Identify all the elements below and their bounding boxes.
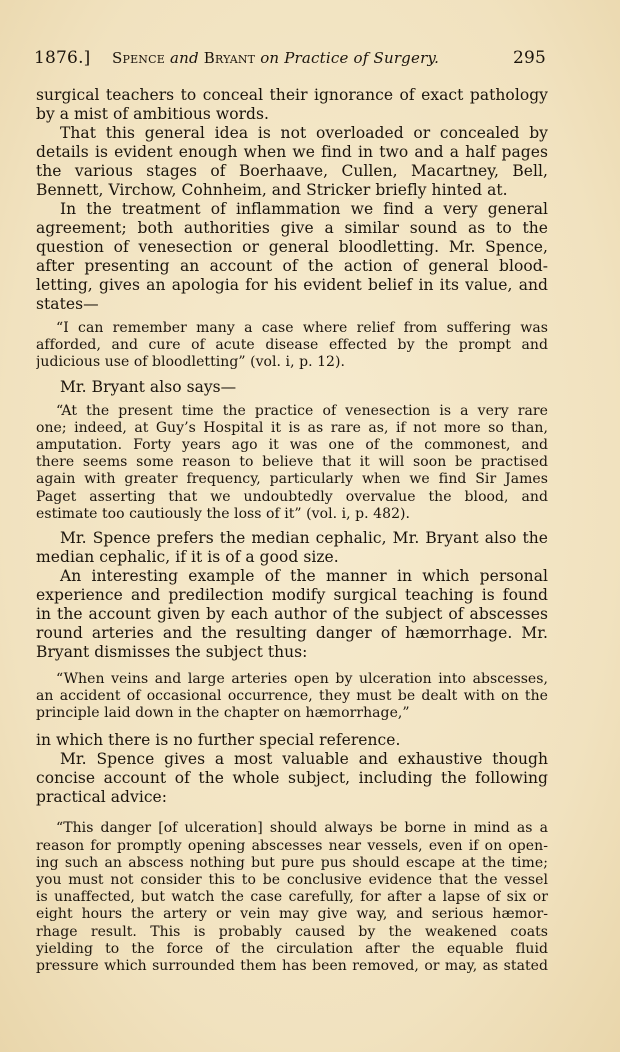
quote-line: “This danger [of ulceration] should always be borne in mind as a [56, 820, 548, 837]
quote-line: you must not consider this to be conclusive evidence that the vessel [36, 872, 548, 888]
text-line: Mr. Spence gives a most valuable and exhaustive though [60, 750, 548, 769]
text-line: Mr. Spence prefers the median cephalic, Mr. Bryant also the [60, 528, 548, 547]
quote-line: judicious use of bloodletting” (vol. i, p. 12). [36, 354, 346, 371]
text-line: Mr. Bryant also says— [60, 377, 237, 396]
text-line: the various stages of Boerhaave, Cullen, Macartney, Bell, [36, 162, 548, 180]
running-title [112, 46, 439, 70]
quote-line: Paget asserting that we undoubtedly overvalue the blood, and [36, 488, 548, 505]
text-line: median cephalic, if it is of a good size. [36, 547, 339, 566]
running-title-on: on [260, 49, 280, 67]
text-line: That this general idea is not overloaded or concealed by [60, 124, 548, 142]
quote-line: principle laid down in the chapter on hæmorrhage,” [36, 705, 410, 722]
text-line: Bryant dismisses the subject thus: [36, 642, 308, 661]
paragraph [36, 200, 548, 314]
quote-line: reason for promptly opening abscesses near vessels, even if on open- [36, 837, 548, 854]
block-quote [36, 820, 548, 975]
text-line: details is evident enough when we find in two and a half pages [36, 143, 548, 161]
text-line: agreement; both authorities give a similar sound as to the [36, 219, 548, 237]
paragraph [36, 86, 548, 124]
text-line: In the treatment of inflammation we find a very general [60, 200, 548, 218]
text-line: question of venesection or general bloodletting. Mr. Spence, [36, 238, 548, 256]
quote-line: “I can remember many a case where relief from suffering was [56, 320, 548, 336]
quote-line: is unaffected, but watch the case carefully, for after a lapse of six or [36, 889, 548, 906]
quote-line: one; indeed, at Guy’s Hospital it is as rare as, if not more so than, [36, 419, 548, 436]
quote-line: there seems some reason to believe that it will soon be practised [36, 454, 548, 471]
text-line: after presenting an account of the action of general blood- [36, 257, 548, 275]
paragraph-continuation [36, 731, 548, 750]
text-line: by a mist of ambitious words. [36, 105, 269, 123]
page-number: 295 [512, 48, 546, 68]
paragraph [36, 567, 548, 662]
page-year-bracket: 1876.] [34, 48, 91, 68]
text-line: practical advice: [36, 788, 168, 807]
quote-line: “When veins and large arteries open by ulceration into abscesses, [56, 670, 548, 687]
running-header [34, 46, 546, 70]
body-text [36, 86, 548, 975]
text-line: in which there is no further special reference. [36, 731, 401, 750]
quote-line: yielding to the force of the circulation after the equable fluid [36, 940, 548, 957]
text-line: surgical teachers to conceal their ignorance of exact pathology [36, 86, 548, 104]
quote-line: afforded, and cure of acute disease effected by the prompt and [36, 337, 548, 354]
paragraph [36, 529, 548, 567]
text-line: letting, gives an apologia for his evident belief in its value, and [36, 276, 548, 294]
quote-line: ing such an abscess nothing but pure pus should escape at the time; [36, 854, 548, 871]
quote-line: again with greater frequency, particularly when we find Sir James [36, 471, 548, 488]
block-quote [36, 671, 548, 723]
running-title-author1: Spence [112, 49, 165, 67]
block-quote [36, 403, 548, 523]
text-line: states— [36, 295, 99, 313]
quote-line: rhage result. This is probably caused by the weakened coats [36, 923, 548, 940]
quote-line: eight hours the artery or vein may give way, and serious hæmor- [36, 906, 548, 923]
quote-line: an accident of occasional occurrence, they must be dealt with on the [36, 688, 548, 705]
text-line: round arteries and the resulting danger of hæmorrhage. Mr. [36, 623, 548, 642]
text-line: An interesting example of the manner in which personal [60, 566, 548, 585]
quote-line: “At the present time the practice of venesection is a very rare [56, 402, 548, 419]
text-line: in the account given by each author of the subject of abscesses [36, 604, 548, 623]
text-line: concise account of the whole subject, including the following [36, 769, 548, 788]
running-title-subject: Practice of Surgery. [284, 49, 440, 67]
text-line: experience and predilection modify surgical teaching is found [36, 585, 548, 604]
running-title-author2: Bryant [203, 49, 256, 67]
running-title-and: and [169, 49, 199, 67]
block-quote [36, 320, 548, 372]
quote-line: estimate too cautiously the loss of it” (vol. i, p. 482). [36, 505, 411, 522]
quote-line: amputation. Forty years ago it was one of the commonest, and [36, 436, 548, 453]
paragraph [36, 750, 548, 807]
paragraph [36, 378, 548, 397]
text-line: Bennett, Virchow, Cohnheim, and Stricker briefly hinted at. [36, 181, 508, 199]
paragraph [36, 124, 548, 200]
quote-line: pressure which surrounded them has been removed, or may, as stated [36, 957, 548, 974]
